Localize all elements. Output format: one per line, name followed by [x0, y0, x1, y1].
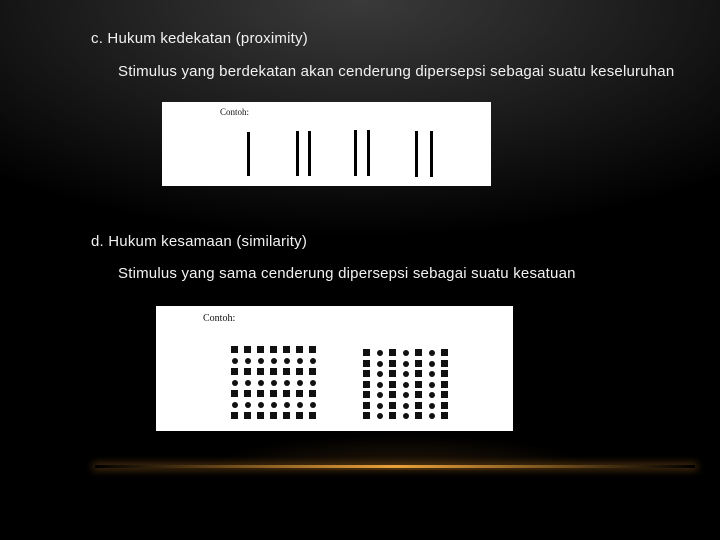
circle-dot: [429, 403, 435, 409]
floor-glow-line: [95, 465, 695, 468]
square-dot: [389, 360, 396, 367]
circle-dot: [232, 358, 238, 364]
square-dot: [363, 349, 370, 356]
square-dot: [363, 370, 370, 377]
square-dot: [296, 368, 303, 375]
circle-dot: [377, 403, 383, 409]
line-pair-2a: [354, 130, 357, 176]
square-dot: [415, 370, 422, 377]
circle-dot: [429, 361, 435, 367]
square-dot: [257, 368, 264, 375]
square-dot: [389, 349, 396, 356]
square-dot: [283, 368, 290, 375]
circle-dot: [271, 358, 277, 364]
square-dot: [441, 349, 448, 356]
square-dot: [244, 346, 251, 353]
square-dot: [283, 390, 290, 397]
circle-dot: [297, 380, 303, 386]
line-pair-1b: [308, 131, 311, 176]
square-dot: [415, 412, 422, 419]
square-dot: [441, 370, 448, 377]
circle-dot: [258, 358, 264, 364]
circle-dot: [377, 413, 383, 419]
circle-dot: [403, 382, 409, 388]
similarity-grid-columns: [363, 349, 455, 423]
square-dot: [257, 390, 264, 397]
circle-dot: [245, 402, 251, 408]
square-dot: [309, 412, 316, 419]
square-dot: [389, 391, 396, 398]
proximity-description: Stimulus yang berdekatan akan cenderung dipersepsi sebagai suatu keseluruhan: [118, 63, 675, 80]
square-dot: [244, 390, 251, 397]
square-dot: [363, 412, 370, 419]
square-dot: [441, 360, 448, 367]
square-dot: [309, 390, 316, 397]
circle-dot: [232, 380, 238, 386]
circle-dot: [284, 358, 290, 364]
square-dot: [257, 412, 264, 419]
circle-dot: [429, 413, 435, 419]
square-dot: [309, 368, 316, 375]
circle-dot: [284, 380, 290, 386]
circle-dot: [258, 380, 264, 386]
square-dot: [363, 360, 370, 367]
square-dot: [415, 402, 422, 409]
circle-dot: [377, 382, 383, 388]
square-dot: [389, 381, 396, 388]
square-dot: [270, 368, 277, 375]
square-dot: [296, 412, 303, 419]
similarity-figure-label: Contoh:: [203, 313, 236, 324]
line-single: [247, 132, 250, 176]
circle-dot: [403, 371, 409, 377]
square-dot: [270, 412, 277, 419]
circle-dot: [377, 392, 383, 398]
square-dot: [441, 402, 448, 409]
square-dot: [363, 391, 370, 398]
circle-dot: [403, 350, 409, 356]
similarity-heading: d. Hukum kesamaan (similarity): [91, 233, 308, 250]
circle-dot: [245, 380, 251, 386]
circle-dot: [377, 350, 383, 356]
circle-dot: [429, 350, 435, 356]
circle-dot: [377, 361, 383, 367]
square-dot: [231, 346, 238, 353]
circle-dot: [310, 402, 316, 408]
square-dot: [441, 381, 448, 388]
circle-dot: [258, 402, 264, 408]
square-dot: [283, 412, 290, 419]
square-dot: [244, 412, 251, 419]
circle-dot: [377, 371, 383, 377]
square-dot: [270, 346, 277, 353]
line-pair-3a: [415, 131, 418, 177]
square-dot: [415, 360, 422, 367]
square-dot: [415, 391, 422, 398]
line-pair-3b: [430, 131, 433, 177]
circle-dot: [403, 392, 409, 398]
square-dot: [296, 346, 303, 353]
square-dot: [389, 370, 396, 377]
square-dot: [441, 412, 448, 419]
square-dot: [389, 412, 396, 419]
circle-dot: [403, 413, 409, 419]
square-dot: [244, 368, 251, 375]
circle-dot: [403, 361, 409, 367]
circle-dot: [297, 358, 303, 364]
circle-dot: [271, 380, 277, 386]
square-dot: [283, 346, 290, 353]
line-pair-2b: [367, 130, 370, 176]
circle-dot: [310, 380, 316, 386]
square-dot: [231, 368, 238, 375]
square-dot: [441, 391, 448, 398]
proximity-figure-label: Contoh:: [220, 107, 250, 117]
square-dot: [309, 346, 316, 353]
square-dot: [363, 402, 370, 409]
proximity-example-figure: [162, 102, 491, 186]
circle-dot: [297, 402, 303, 408]
square-dot: [257, 346, 264, 353]
similarity-grid-rows: [231, 346, 323, 422]
circle-dot: [403, 403, 409, 409]
square-dot: [270, 390, 277, 397]
proximity-heading: c. Hukum kedekatan (proximity): [91, 30, 308, 47]
circle-dot: [284, 402, 290, 408]
line-pair-1a: [296, 131, 299, 176]
circle-dot: [429, 392, 435, 398]
similarity-example-figure: [156, 306, 513, 431]
square-dot: [363, 381, 370, 388]
circle-dot: [271, 402, 277, 408]
square-dot: [415, 349, 422, 356]
square-dot: [415, 381, 422, 388]
circle-dot: [232, 402, 238, 408]
square-dot: [231, 390, 238, 397]
circle-dot: [429, 371, 435, 377]
circle-dot: [429, 382, 435, 388]
square-dot: [296, 390, 303, 397]
square-dot: [389, 402, 396, 409]
similarity-description: Stimulus yang sama cenderung dipersepsi sebagai suatu kesatuan: [118, 265, 576, 282]
circle-dot: [245, 358, 251, 364]
circle-dot: [310, 358, 316, 364]
square-dot: [231, 412, 238, 419]
